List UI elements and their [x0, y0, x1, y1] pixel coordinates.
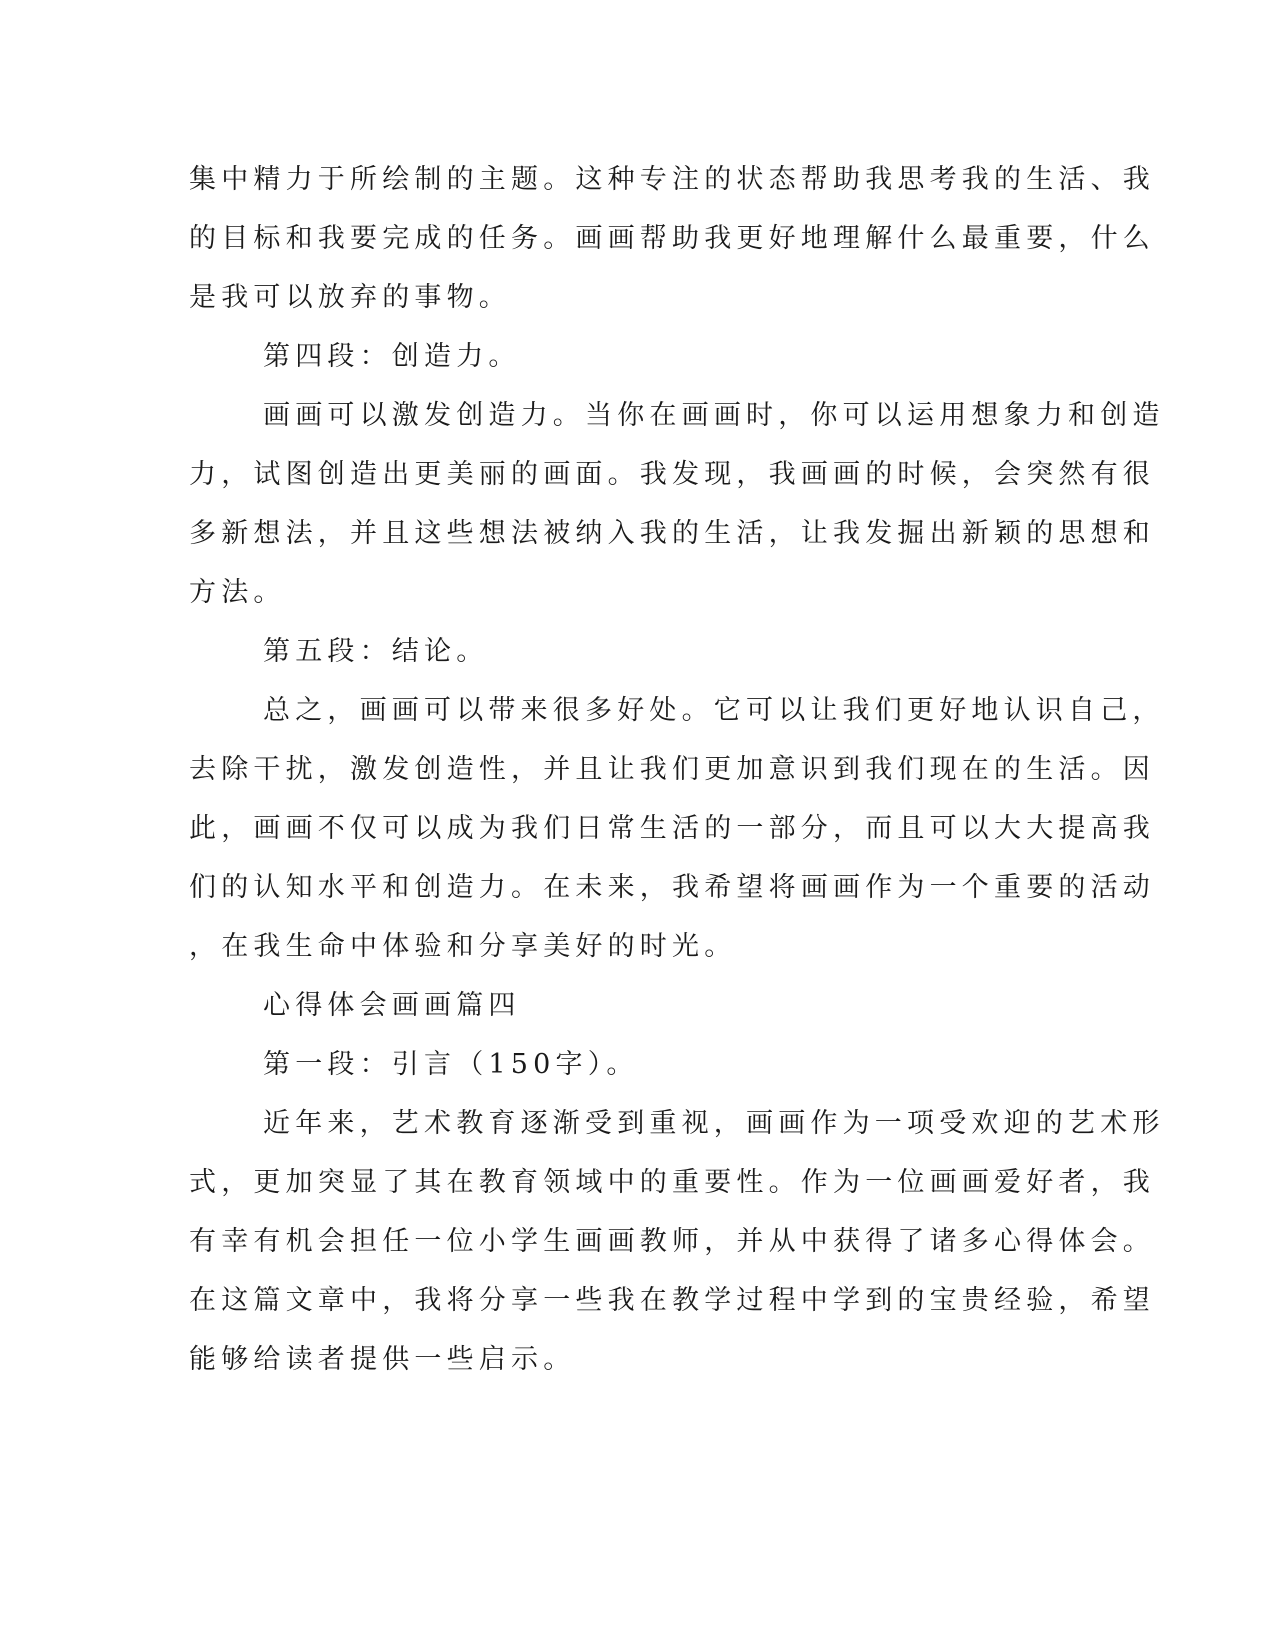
- section-heading: 第四段：创造力。: [263, 341, 521, 372]
- body-text-line: 此，画画不仅可以成为我们日常生活的一部分，而且可以大大提高我: [189, 813, 1155, 844]
- article-title: 心得体会画画篇四: [263, 990, 521, 1021]
- body-text-line: 去除干扰，激发创造性，并且让我们更加意识到我们现在的生活。因: [189, 754, 1155, 785]
- body-text-line: 多新想法，并且这些想法被纳入我的生活，让我发掘出新颖的思想和: [189, 518, 1155, 549]
- section-heading: 第五段：结论。: [263, 636, 489, 667]
- body-text-line: 有幸有机会担任一位小学生画画教师，并从中获得了诸多心得体会。: [189, 1226, 1155, 1257]
- body-text-line: 式，更加突显了其在教育领域中的重要性。作为一位画画爱好者，我: [189, 1167, 1155, 1198]
- body-text-line: 总之，画画可以带来很多好处。它可以让我们更好地认识自己，: [263, 695, 1165, 726]
- body-text-line: 的目标和我要完成的任务。画画帮助我更好地理解什么最重要，什么: [189, 223, 1155, 254]
- body-text-line: 方法。: [189, 577, 286, 608]
- section-heading: 第一段：引言（150字）。: [263, 1049, 639, 1080]
- body-text-line: 们的认知水平和创造力。在未来，我希望将画画作为一个重要的活动: [189, 872, 1155, 903]
- body-text-line: 在这篇文章中，我将分享一些我在教学过程中学到的宝贵经验，希望: [189, 1285, 1155, 1316]
- body-text-line: 近年来，艺术教育逐渐受到重视，画画作为一项受欢迎的艺术形: [263, 1108, 1165, 1139]
- body-text-line: 能够给读者提供一些启示。: [189, 1344, 576, 1375]
- body-text-line: 集中精力于所绘制的主题。这种专注的状态帮助我思考我的生活、我: [189, 164, 1155, 195]
- body-text-line: 画画可以激发创造力。当你在画画时，你可以运用想象力和创造: [263, 400, 1165, 431]
- body-text-line: 是我可以放弃的事物。: [189, 282, 511, 313]
- body-text-line: 力，试图创造出更美丽的画面。我发现，我画画的时候，会突然有很: [189, 459, 1155, 490]
- body-text-line: ，在我生命中体验和分享美好的时光。: [189, 931, 737, 962]
